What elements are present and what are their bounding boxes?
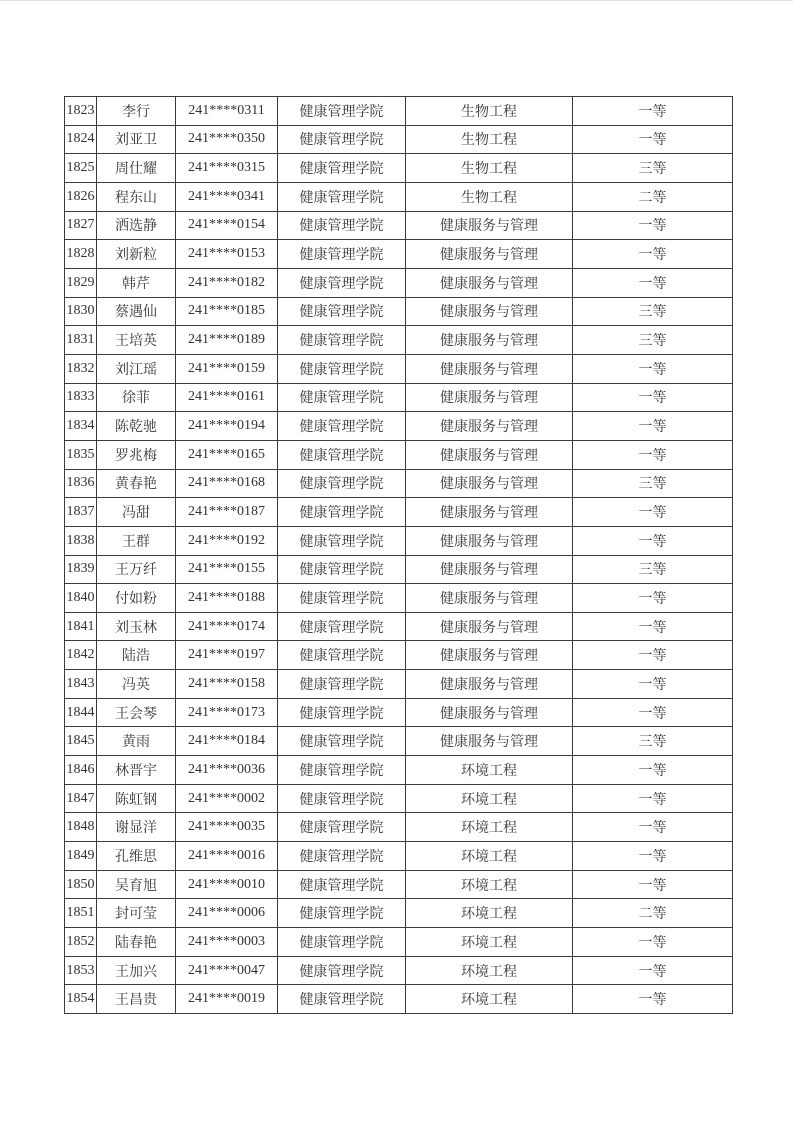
table-cell-major: 生物工程 xyxy=(406,125,573,154)
table-cell-major: 健康服务与管理 xyxy=(406,698,573,727)
table-cell-major: 健康服务与管理 xyxy=(406,641,573,670)
table-cell-major: 生物工程 xyxy=(406,182,573,211)
table-cell-award-level: 一等 xyxy=(573,612,733,641)
table-cell-college: 健康管理学院 xyxy=(278,125,406,154)
table-cell-serial: 1842 xyxy=(65,641,97,670)
table-row xyxy=(65,899,733,928)
table-cell-major: 环境工程 xyxy=(406,784,573,813)
table-cell-name: 付如粉 xyxy=(97,584,176,613)
table-cell-name: 黄雨 xyxy=(97,727,176,756)
table-cell-award-level: 一等 xyxy=(573,870,733,899)
award-table-body xyxy=(65,97,733,1014)
table-cell-student-id: 241****0189 xyxy=(176,326,278,355)
table-cell-serial: 1823 xyxy=(65,97,97,126)
table-cell-name: 刘玉林 xyxy=(97,612,176,641)
table-cell-student-id: 241****0192 xyxy=(176,526,278,555)
table-row xyxy=(65,842,733,871)
table-cell-major: 健康服务与管理 xyxy=(406,354,573,383)
table-cell-student-id: 241****0341 xyxy=(176,182,278,211)
table-cell-college: 健康管理学院 xyxy=(278,154,406,183)
page-top-edge xyxy=(0,0,793,1)
table-cell-student-id: 241****0159 xyxy=(176,354,278,383)
table-row xyxy=(65,555,733,584)
table-cell-name: 程东山 xyxy=(97,182,176,211)
table-cell-college: 健康管理学院 xyxy=(278,555,406,584)
table-cell-name: 封可莹 xyxy=(97,899,176,928)
table-cell-award-level: 一等 xyxy=(573,641,733,670)
table-cell-award-level: 一等 xyxy=(573,354,733,383)
table-cell-serial: 1844 xyxy=(65,698,97,727)
table-cell-student-id: 241****0197 xyxy=(176,641,278,670)
table-row xyxy=(65,870,733,899)
table-cell-name: 陈虹钢 xyxy=(97,784,176,813)
table-cell-serial: 1843 xyxy=(65,670,97,699)
table-cell-major: 健康服务与管理 xyxy=(406,526,573,555)
table-cell-student-id: 241****0161 xyxy=(176,383,278,412)
table-cell-serial: 1848 xyxy=(65,813,97,842)
table-cell-major: 健康服务与管理 xyxy=(406,670,573,699)
table-cell-award-level: 一等 xyxy=(573,813,733,842)
table-cell-award-level: 一等 xyxy=(573,985,733,1014)
table-cell-serial: 1827 xyxy=(65,211,97,240)
table-cell-major: 生物工程 xyxy=(406,97,573,126)
table-row xyxy=(65,125,733,154)
table-row xyxy=(65,498,733,527)
table-cell-major: 环境工程 xyxy=(406,956,573,985)
table-cell-serial: 1825 xyxy=(65,154,97,183)
table-row xyxy=(65,97,733,126)
table-row xyxy=(65,354,733,383)
table-cell-student-id: 241****0350 xyxy=(176,125,278,154)
table-row xyxy=(65,383,733,412)
table-cell-college: 健康管理学院 xyxy=(278,440,406,469)
table-row xyxy=(65,698,733,727)
table-cell-student-id: 241****0185 xyxy=(176,297,278,326)
table-cell-student-id: 241****0173 xyxy=(176,698,278,727)
table-cell-award-level: 一等 xyxy=(573,211,733,240)
table-cell-serial: 1852 xyxy=(65,928,97,957)
table-cell-major: 健康服务与管理 xyxy=(406,412,573,441)
table-row xyxy=(65,928,733,957)
table-row xyxy=(65,297,733,326)
table-cell-serial: 1833 xyxy=(65,383,97,412)
table-cell-student-id: 241****0158 xyxy=(176,670,278,699)
table-cell-award-level: 二等 xyxy=(573,899,733,928)
table-cell-major: 环境工程 xyxy=(406,985,573,1014)
table-cell-student-id: 241****0016 xyxy=(176,842,278,871)
table-cell-major: 健康服务与管理 xyxy=(406,268,573,297)
table-cell-serial: 1826 xyxy=(65,182,97,211)
table-cell-name: 吴育旭 xyxy=(97,870,176,899)
table-cell-name: 蔡遇仙 xyxy=(97,297,176,326)
table-row xyxy=(65,326,733,355)
table-cell-award-level: 三等 xyxy=(573,727,733,756)
table-cell-major: 健康服务与管理 xyxy=(406,727,573,756)
table-cell-student-id: 241****0168 xyxy=(176,469,278,498)
table-row xyxy=(65,784,733,813)
table-cell-student-id: 241****0035 xyxy=(176,813,278,842)
table-cell-name: 陆浩 xyxy=(97,641,176,670)
table-row xyxy=(65,727,733,756)
table-cell-student-id: 241****0194 xyxy=(176,412,278,441)
table-cell-college: 健康管理学院 xyxy=(278,97,406,126)
table-cell-college: 健康管理学院 xyxy=(278,985,406,1014)
table-cell-major: 健康服务与管理 xyxy=(406,584,573,613)
table-cell-award-level: 一等 xyxy=(573,240,733,269)
table-cell-name: 周仕耀 xyxy=(97,154,176,183)
table-cell-serial: 1849 xyxy=(65,842,97,871)
table-cell-name: 王加兴 xyxy=(97,956,176,985)
table-cell-name: 刘亚卫 xyxy=(97,125,176,154)
table-cell-award-level: 一等 xyxy=(573,383,733,412)
table-row xyxy=(65,412,733,441)
table-cell-college: 健康管理学院 xyxy=(278,268,406,297)
table-cell-serial: 1835 xyxy=(65,440,97,469)
table-cell-major: 健康服务与管理 xyxy=(406,297,573,326)
table-cell-student-id: 241****0006 xyxy=(176,899,278,928)
table-cell-serial: 1834 xyxy=(65,412,97,441)
table-cell-award-level: 三等 xyxy=(573,154,733,183)
table-cell-major: 健康服务与管理 xyxy=(406,211,573,240)
table-cell-serial: 1854 xyxy=(65,985,97,1014)
table-cell-name: 韩芹 xyxy=(97,268,176,297)
table-cell-major: 环境工程 xyxy=(406,870,573,899)
table-cell-major: 健康服务与管理 xyxy=(406,555,573,584)
table-cell-college: 健康管理学院 xyxy=(278,756,406,785)
table-cell-college: 健康管理学院 xyxy=(278,784,406,813)
table-cell-award-level: 一等 xyxy=(573,928,733,957)
table-cell-serial: 1837 xyxy=(65,498,97,527)
table-cell-student-id: 241****0165 xyxy=(176,440,278,469)
table-cell-student-id: 241****0315 xyxy=(176,154,278,183)
table-cell-serial: 1840 xyxy=(65,584,97,613)
table-cell-serial: 1841 xyxy=(65,612,97,641)
table-cell-award-level: 一等 xyxy=(573,97,733,126)
table-row xyxy=(65,813,733,842)
table-row xyxy=(65,268,733,297)
table-row xyxy=(65,526,733,555)
table-cell-college: 健康管理学院 xyxy=(278,584,406,613)
table-cell-major: 健康服务与管理 xyxy=(406,440,573,469)
award-list-table xyxy=(64,96,733,1014)
table-row xyxy=(65,211,733,240)
table-cell-student-id: 241****0174 xyxy=(176,612,278,641)
table-cell-award-level: 三等 xyxy=(573,326,733,355)
table-cell-serial: 1851 xyxy=(65,899,97,928)
table-row xyxy=(65,469,733,498)
table-cell-college: 健康管理学院 xyxy=(278,727,406,756)
table-cell-major: 环境工程 xyxy=(406,813,573,842)
table-cell-serial: 1836 xyxy=(65,469,97,498)
table-row xyxy=(65,440,733,469)
table-cell-major: 健康服务与管理 xyxy=(406,469,573,498)
table-cell-name: 李行 xyxy=(97,97,176,126)
table-cell-award-level: 一等 xyxy=(573,584,733,613)
table-row xyxy=(65,240,733,269)
table-cell-student-id: 241****0182 xyxy=(176,268,278,297)
table-cell-name: 陆春艳 xyxy=(97,928,176,957)
table-cell-major: 环境工程 xyxy=(406,756,573,785)
table-cell-award-level: 一等 xyxy=(573,268,733,297)
table-cell-major: 健康服务与管理 xyxy=(406,383,573,412)
table-cell-serial: 1824 xyxy=(65,125,97,154)
table-row xyxy=(65,182,733,211)
table-cell-name: 王培英 xyxy=(97,326,176,355)
table-cell-serial: 1838 xyxy=(65,526,97,555)
table-cell-college: 健康管理学院 xyxy=(278,928,406,957)
table-cell-student-id: 241****0036 xyxy=(176,756,278,785)
table-cell-serial: 1850 xyxy=(65,870,97,899)
table-cell-serial: 1832 xyxy=(65,354,97,383)
table-cell-serial: 1839 xyxy=(65,555,97,584)
table-cell-student-id: 241****0153 xyxy=(176,240,278,269)
table-cell-name: 徐菲 xyxy=(97,383,176,412)
table-cell-award-level: 一等 xyxy=(573,125,733,154)
table-cell-college: 健康管理学院 xyxy=(278,412,406,441)
table-cell-student-id: 241****0311 xyxy=(176,97,278,126)
table-cell-name: 王群 xyxy=(97,526,176,555)
table-cell-major: 环境工程 xyxy=(406,899,573,928)
table-cell-major: 环境工程 xyxy=(406,928,573,957)
table-cell-name: 刘江瑶 xyxy=(97,354,176,383)
table-cell-student-id: 241****0187 xyxy=(176,498,278,527)
table-cell-college: 健康管理学院 xyxy=(278,870,406,899)
table-cell-serial: 1847 xyxy=(65,784,97,813)
table-cell-award-level: 三等 xyxy=(573,469,733,498)
table-row xyxy=(65,756,733,785)
table-cell-name: 冯英 xyxy=(97,670,176,699)
table-cell-college: 健康管理学院 xyxy=(278,698,406,727)
table-cell-student-id: 241****0003 xyxy=(176,928,278,957)
table-row xyxy=(65,985,733,1014)
table-cell-name: 王会琴 xyxy=(97,698,176,727)
table-cell-serial: 1845 xyxy=(65,727,97,756)
table-cell-student-id: 241****0184 xyxy=(176,727,278,756)
table-cell-college: 健康管理学院 xyxy=(278,498,406,527)
table-cell-award-level: 一等 xyxy=(573,526,733,555)
table-row xyxy=(65,670,733,699)
table-cell-college: 健康管理学院 xyxy=(278,670,406,699)
table-cell-name: 林晋宇 xyxy=(97,756,176,785)
table-cell-name: 黄春艳 xyxy=(97,469,176,498)
table-cell-name: 王万纤 xyxy=(97,555,176,584)
table-cell-student-id: 241****0010 xyxy=(176,870,278,899)
table-cell-award-level: 一等 xyxy=(573,842,733,871)
table-cell-student-id: 241****0047 xyxy=(176,956,278,985)
table-cell-college: 健康管理学院 xyxy=(278,526,406,555)
table-cell-major: 生物工程 xyxy=(406,154,573,183)
table-cell-major: 健康服务与管理 xyxy=(406,326,573,355)
table-cell-name: 王昌贵 xyxy=(97,985,176,1014)
table-cell-name: 刘新粒 xyxy=(97,240,176,269)
table-cell-name: 洒选静 xyxy=(97,211,176,240)
table-cell-name: 陈乾驰 xyxy=(97,412,176,441)
table-cell-college: 健康管理学院 xyxy=(278,354,406,383)
table-cell-college: 健康管理学院 xyxy=(278,326,406,355)
table-cell-college: 健康管理学院 xyxy=(278,469,406,498)
table-cell-name: 谢显洋 xyxy=(97,813,176,842)
table-cell-college: 健康管理学院 xyxy=(278,612,406,641)
table-cell-college: 健康管理学院 xyxy=(278,813,406,842)
table-cell-college: 健康管理学院 xyxy=(278,956,406,985)
table-cell-award-level: 一等 xyxy=(573,784,733,813)
table-cell-award-level: 一等 xyxy=(573,412,733,441)
table-cell-award-level: 二等 xyxy=(573,182,733,211)
table-cell-award-level: 一等 xyxy=(573,756,733,785)
table-cell-major: 健康服务与管理 xyxy=(406,240,573,269)
table-cell-college: 健康管理学院 xyxy=(278,182,406,211)
table-cell-college: 健康管理学院 xyxy=(278,899,406,928)
table-cell-student-id: 241****0002 xyxy=(176,784,278,813)
table-cell-serial: 1829 xyxy=(65,268,97,297)
table-cell-name: 孔维思 xyxy=(97,842,176,871)
table-row xyxy=(65,641,733,670)
table-cell-college: 健康管理学院 xyxy=(278,383,406,412)
table-cell-major: 环境工程 xyxy=(406,842,573,871)
table-cell-name: 罗兆梅 xyxy=(97,440,176,469)
table-cell-award-level: 一等 xyxy=(573,440,733,469)
table-cell-serial: 1830 xyxy=(65,297,97,326)
table-cell-award-level: 三等 xyxy=(573,555,733,584)
table-cell-college: 健康管理学院 xyxy=(278,211,406,240)
table-cell-serial: 1853 xyxy=(65,956,97,985)
table-cell-student-id: 241****0155 xyxy=(176,555,278,584)
table-cell-student-id: 241****0019 xyxy=(176,985,278,1014)
table-row xyxy=(65,612,733,641)
table-cell-name: 冯甜 xyxy=(97,498,176,527)
table-cell-serial: 1828 xyxy=(65,240,97,269)
table-cell-major: 健康服务与管理 xyxy=(406,498,573,527)
table-row xyxy=(65,956,733,985)
table-row xyxy=(65,584,733,613)
table-row xyxy=(65,154,733,183)
table-cell-student-id: 241****0188 xyxy=(176,584,278,613)
table-cell-serial: 1846 xyxy=(65,756,97,785)
table-cell-college: 健康管理学院 xyxy=(278,297,406,326)
table-cell-college: 健康管理学院 xyxy=(278,842,406,871)
table-cell-award-level: 一等 xyxy=(573,698,733,727)
table-cell-major: 健康服务与管理 xyxy=(406,612,573,641)
table-cell-college: 健康管理学院 xyxy=(278,240,406,269)
table-cell-award-level: 三等 xyxy=(573,297,733,326)
table-cell-award-level: 一等 xyxy=(573,670,733,699)
table-cell-award-level: 一等 xyxy=(573,498,733,527)
table-cell-student-id: 241****0154 xyxy=(176,211,278,240)
table-cell-award-level: 一等 xyxy=(573,956,733,985)
table-cell-serial: 1831 xyxy=(65,326,97,355)
table-cell-college: 健康管理学院 xyxy=(278,641,406,670)
